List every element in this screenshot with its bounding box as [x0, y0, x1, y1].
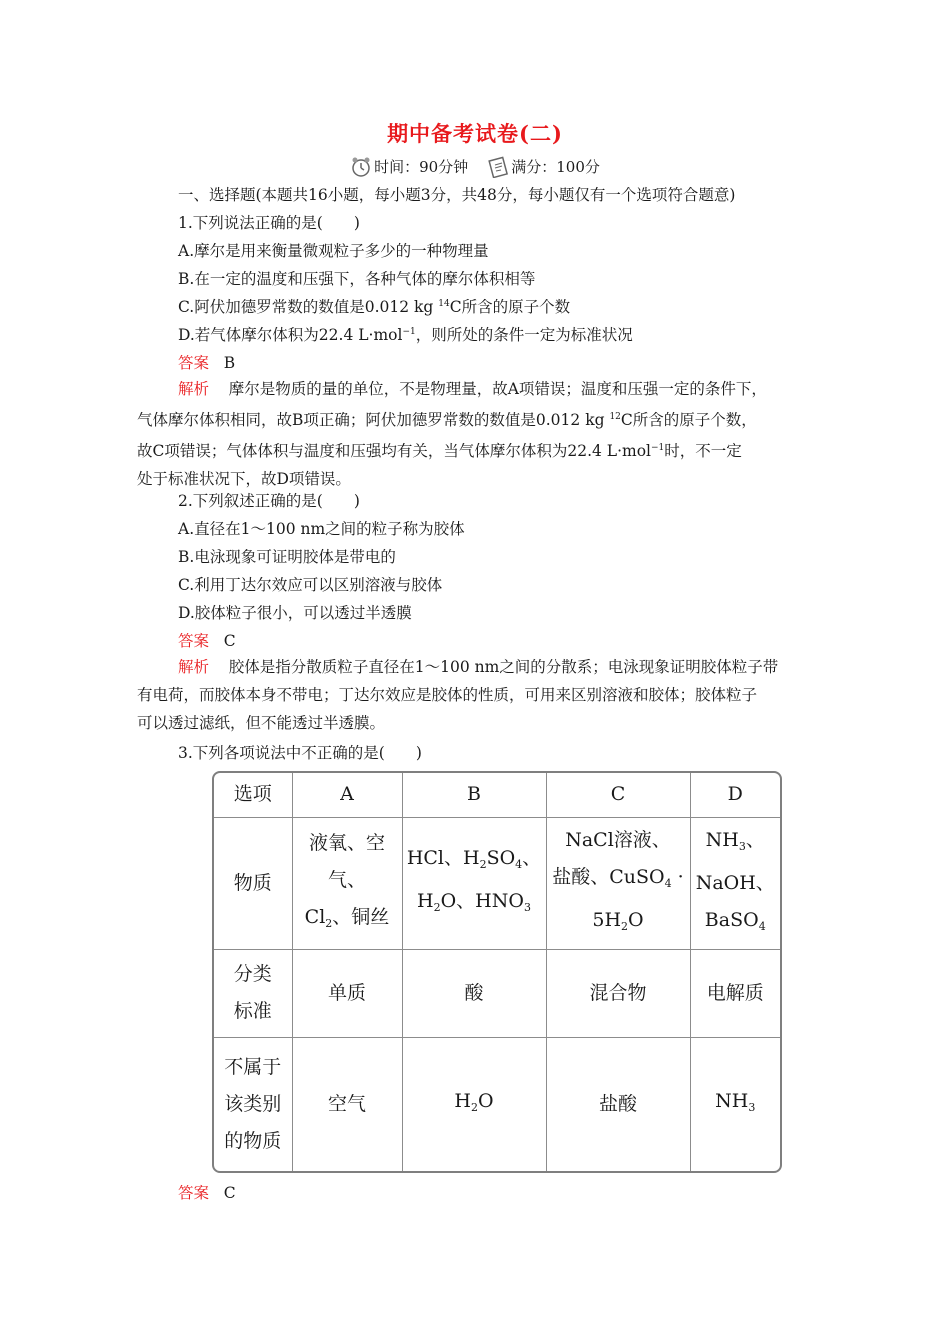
table-row: [214, 817, 780, 949]
table-cell: HCl、$H_2SO_4$、 $H_2O$、$HNO_3$: [402, 817, 546, 949]
table-cell: NaCl溶液、 盐酸、CuSO$_4$ · $5H_2O$: [546, 817, 690, 949]
table-cell: 液氧、空气、 $Cl_2$、铜丝: [292, 817, 402, 949]
q2-option-d: D.胶体粒子很小，可以透过半透膜: [178, 604, 412, 622]
table-cell: D: [690, 773, 780, 817]
table-cell: A: [292, 773, 402, 817]
table-row: [214, 949, 780, 1037]
q2-answer: 答案 C: [178, 632, 236, 650]
q2-option-a: A.直径在1～100 nm之间的粒子称为胶体: [178, 520, 465, 538]
table-row: [214, 1037, 780, 1171]
table-cell: $NH_3$、 NaOH、 BaSO$_4$: [690, 817, 780, 949]
q2-analysis: 解析 胶体是指分散质粒子直径在1～100 nm之间的分散系；电泳现象证明胶体粒子带 有电荷，而胶体本身不带电；丁达尔效应是胶体的性质，可用来区别溶液和胶体；胶体粒子 可以透过滤纸，但不能透过半透膜。: [137, 658, 779, 732]
q1-stem: 1.下列说法正确的是( ): [178, 214, 360, 232]
table-cell: 单质: [292, 949, 402, 1037]
q1-answer: 答案 B: [178, 354, 236, 372]
table-cell: 空气: [292, 1037, 402, 1171]
table-cell: $NH_3$: [690, 1037, 780, 1171]
table-cell: 不属于 该类别 的物质: [214, 1037, 292, 1171]
table-cell: 物质: [214, 817, 292, 949]
table-cell: 选项: [214, 773, 292, 817]
section-heading: 一、选择题(本题共16小题，每小题3分，共48分，每小题仅有一个选项符合题意): [178, 186, 736, 204]
q1-option-b: B.在一定的温度和压强下，各种气体的摩尔体积相等: [178, 270, 536, 288]
table-cell: 盐酸: [546, 1037, 690, 1171]
table-cell: 电解质: [690, 949, 780, 1037]
table-header-row: [214, 773, 780, 817]
time-limit: 时间：90分钟: [374, 158, 469, 176]
table-cell: $H_2O$: [402, 1037, 546, 1171]
q1-option-d: D.若气体摩尔体积为22.4 L·mol$^{-1}$，则所处的条件一定为标准状况: [178, 326, 633, 344]
q1-option-c: C.阿伏加德罗常数的数值是0.012 kg $^{14}$C所含的原子个数: [178, 298, 571, 316]
classification-table: [212, 771, 782, 1173]
q1-option-a: A.摩尔是用来衡量微观粒子多少的一种物理量: [178, 242, 489, 260]
exam-meta: [0, 156, 950, 182]
table-cell: 混合物: [546, 949, 690, 1037]
score-sheet-icon: [487, 156, 509, 182]
q2-option-c: C.利用丁达尔效应可以区别溶液与胶体: [178, 576, 443, 594]
clock-icon: [350, 156, 372, 182]
page-title: 期中备考试卷(二): [387, 121, 563, 146]
q2-option-b: B.电泳现象可证明胶体是带电的: [178, 548, 396, 566]
table-cell: 分类 标准: [214, 949, 292, 1037]
q1-analysis: 解析 摩尔是物质的量的单位，不是物理量，故A项错误；温度和压强一定的条件下， 气体摩尔体积相同，故B项正确；阿伏加德罗常数的数值是0.012 kg $^{12}$C所含的原子个数， 故C项错误；气体体积与温度和压强均有关，当气体摩尔体积为22.4 L·mol$^{-1}$时，不一定 处于标准状况下，故D项错误。: [137, 380, 767, 488]
full-score: 满分：100分: [511, 158, 600, 176]
q3-stem: 3.下列各项说法中不正确的是( ): [178, 744, 422, 762]
q3-answer: 答案 C: [178, 1184, 236, 1202]
table-cell: B: [402, 773, 546, 817]
table-cell: C: [546, 773, 690, 817]
q2-stem: 2.下列叙述正确的是( ): [178, 492, 360, 510]
table-cell: 酸: [402, 949, 546, 1037]
